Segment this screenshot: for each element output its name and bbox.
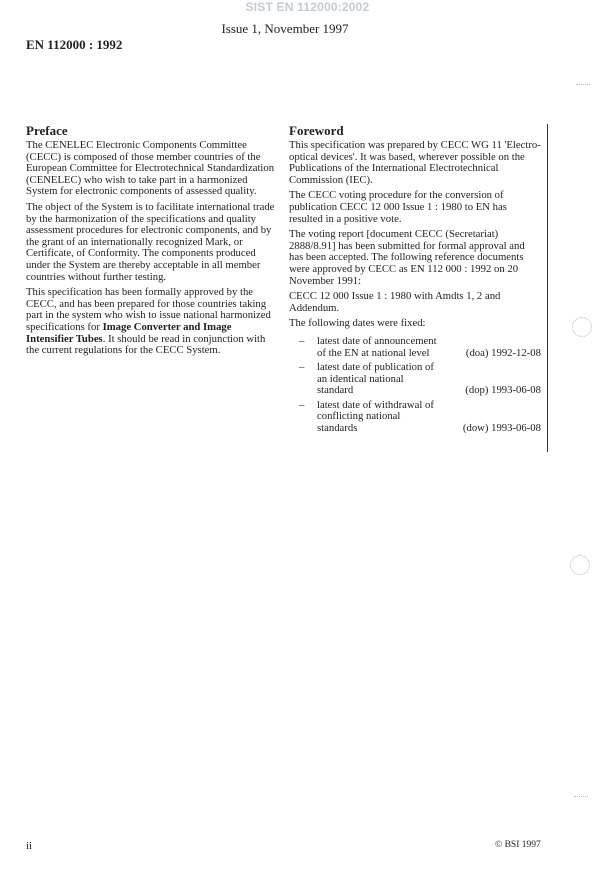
date-description: latest date of withdrawal of conflicting national standards xyxy=(317,398,434,435)
foreword-paragraph-1: This specification was prepared by CECC WG 11 'Electro-optical devices'. It was based, wherever possible on the Publications of the International Electrotechnical Commission (IEC). xyxy=(289,139,541,186)
date-item-dop xyxy=(289,362,541,397)
standard-number: EN 112000 : 1992 xyxy=(26,37,123,52)
preface-p3-start: This specification has been formally approved by the CECC, and has been prepared for those countries taking part in the system who wish to issue national harmonized specifications for xyxy=(26,286,271,333)
foreword-paragraph-4: CECC 12 000 Issue 1 : 1980 with Amdts 1, 2 and Addendum. xyxy=(289,290,501,314)
foreword-paragraph-3: The voting report [document CECC (Secretariat) 2888/8.91] has been submitted for formal approval and has been accepted. The following reference documents were approved by CECC as EN 112 000 : 1992 on 20 November 1991: xyxy=(289,228,525,287)
issue-line: Issue 1, November 1997 xyxy=(221,21,349,36)
date-description: latest date of publication of an identical national standard xyxy=(317,361,434,397)
preface-p3-bold: Image Converter and Image Intensifier Tubes xyxy=(26,320,232,345)
watermark: SIST EN 112000:2002 xyxy=(245,0,370,14)
preface-p3-end: . It should be read in conjunction with the current regulations for the CECC System. xyxy=(26,332,266,357)
date-item-doa xyxy=(289,336,541,359)
date-value: (dop) 1993-06-08 xyxy=(465,384,541,397)
date-description: latest date of announcement of the EN at national level xyxy=(317,334,437,359)
foreword-heading: Foreword xyxy=(289,123,344,138)
date-dash: – xyxy=(299,361,305,374)
page-number: ii xyxy=(26,840,33,852)
date-dash: – xyxy=(299,334,305,347)
preface-paragraph-2: The object of the System is to facilitate international trade by the harmonization of the specifications and quality assessment procedures for electronic components, and by the grant of an internationally recognized Mark, or Certificate, of Conformity. The components produced under the System are thereby acceptable in all member countries without further testing. xyxy=(26,200,275,283)
preface-heading: Preface xyxy=(26,123,68,138)
preface-paragraph-1: The CENELEC Electronic Components Committee (CECC) is composed of those member countries of the European Committee for Electrotechnical Standardization (CENELEC) who wish to take part in a harmonized System for electronic components of assessed quality. xyxy=(26,139,275,198)
punch-hole-mark xyxy=(572,317,592,337)
dates-list xyxy=(289,336,541,435)
scan-speck xyxy=(576,84,590,91)
scan-speck xyxy=(574,796,588,803)
copyright: © BSI 1997 xyxy=(495,840,541,850)
foreword-section xyxy=(289,124,548,452)
punch-hole-mark xyxy=(570,555,590,575)
foreword-paragraph-2: The CECC voting procedure for the conversion of publication CECC 12 000 Issue 1 : 1980 to EN has resulted in a positive vote. xyxy=(289,189,507,225)
date-item-dow xyxy=(289,400,541,435)
preface-paragraph-3 xyxy=(26,287,278,357)
preface-section xyxy=(26,124,278,361)
date-dash: – xyxy=(299,398,305,411)
date-value: (dow) 1993-06-08 xyxy=(462,422,541,435)
foreword-paragraph-5: The following dates were fixed: xyxy=(289,317,426,330)
date-value: (doa) 1992-12-08 xyxy=(465,346,541,359)
